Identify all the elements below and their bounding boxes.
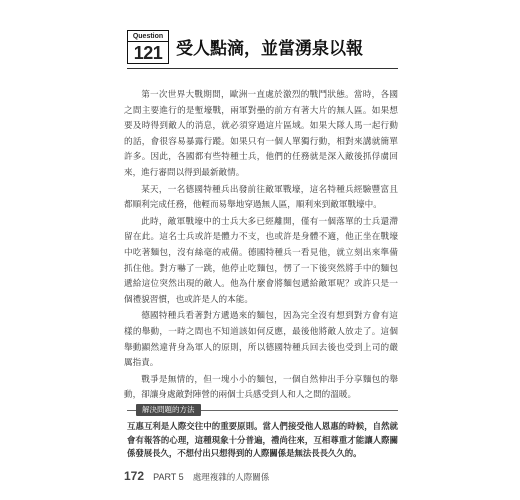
part-title: 處理複雜的人際關係 <box>192 473 270 483</box>
page-number: 172 <box>124 469 145 483</box>
part-label: PART 5 <box>153 472 184 482</box>
solution-label: 解決問題的方法 <box>136 404 201 416</box>
page-title: 受人點滴，並當湧泉以報 <box>176 39 363 59</box>
paragraph: 德國特種兵看著對方遞過來的麵包，因為完全沒有想到對方會有這樣的舉動，一時之間也不知道該如何反應，最後他將敵人放走了。這個舉動顯然違背身為軍人的原則，所以德國特種兵回去後也受到上司的嚴厲指責。 <box>124 311 398 369</box>
paragraph: 某天，一名德國特種兵出發前往敵軍戰壕，這名特種兵經驗豐富且都順利完成任務，他輕而易舉地穿過無人區，順利來到敵軍戰壕中。 <box>124 184 398 211</box>
question-badge <box>127 30 169 64</box>
paragraph: 第一次世界大戰期間，歐洲一直處於激烈的戰鬥狀態。當時，各國之間主要進行的是塹壕戰，兩軍對壘的前方有著大片的無人區。如果想要及時得到敵人的消息，就必須穿過這片區域。如果大隊人馬一起行動的話，會很容易暴露行蹤。如果只有一個人單獨行動，相對來講就簡單許多。因此，各國都有些特種士兵，他們的任務就是深入敵後抓俘虜回來，進行審問以得到最新敵情。 <box>124 90 398 178</box>
paragraph: 戰爭是無情的，但一塊小小的麵包，一個自然伸出手分享麵包的舉動，卻讓身處敵對陣營的兩個士兵感受到人和人之間的溫暖。 <box>124 374 398 401</box>
article-body <box>124 88 398 405</box>
page-footer <box>124 465 269 484</box>
question-number: 121 <box>133 43 163 63</box>
question-label: Question <box>128 31 168 42</box>
solution-text: 互惠互利是人際交往中的重要原則。當人們接受他人恩惠的時候，自然就會有報答的心理，這種現象十分普遍，禮尚往來，互相尊重才能讓人際關係發展長久，不想付出只想得到的人際關係是無法長長久久的。 <box>127 421 398 459</box>
title-divider <box>127 68 398 69</box>
paragraph: 此時，敵軍戰壕中的士兵大多已經離開，僅有一個落單的士兵還滯留在此。這名士兵或許是體力不支，也或許是身體不適，他正坐在戰壕中吃著麵包，沒有絲毫的戒備。德國特種兵一看見他，就立刻出來準備抓住他。對方嚇了一跳，他停止吃麵包，愣了一下後突然將手中的麵包遞給這位突然出現的敵人。他為什麼會將麵包遞給敵軍呢？或許只是一個禮貌習慣，也或許是人的本能。 <box>124 216 398 305</box>
